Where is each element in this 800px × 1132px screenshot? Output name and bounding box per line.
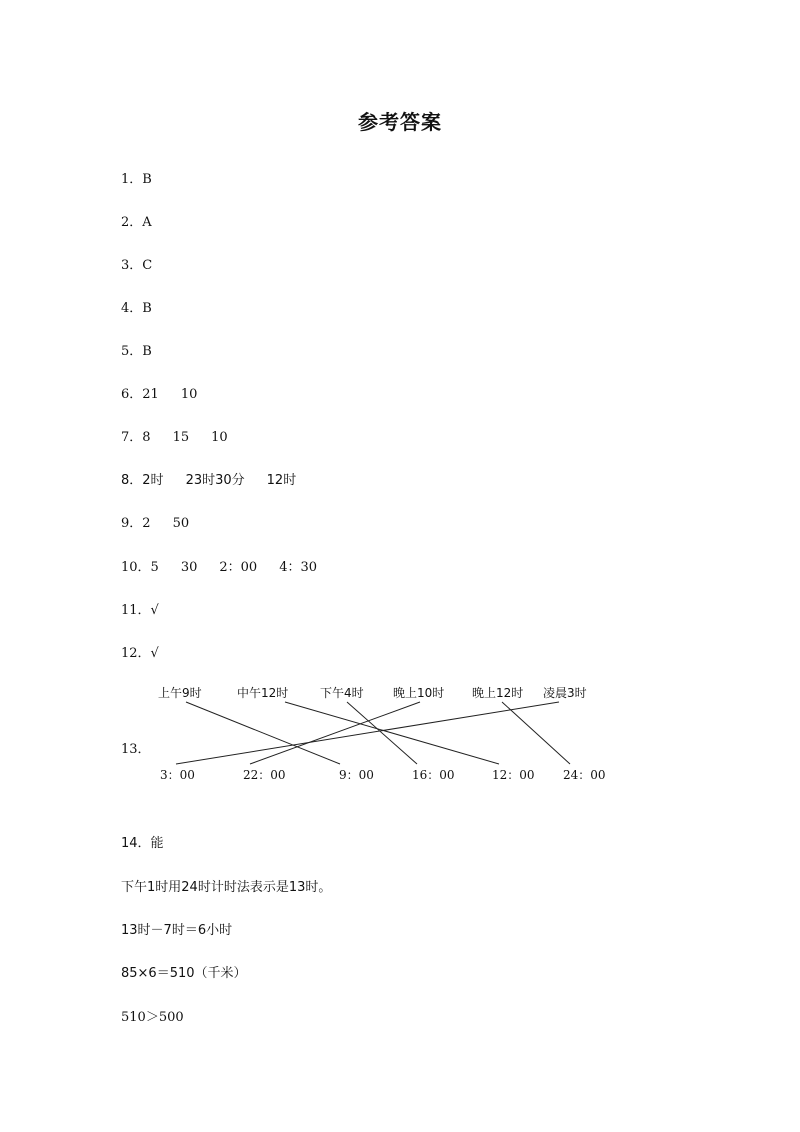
match-line (250, 702, 420, 764)
answer-10: 10．5 30 2：00 4：30 (121, 560, 318, 575)
bottom-label: 16：00 (412, 768, 455, 782)
bottom-label: 12：00 (492, 768, 535, 782)
match-line (347, 702, 417, 764)
matching-diagram (150, 680, 610, 790)
bottom-label: 22：00 (243, 768, 286, 782)
explanation-line: 下午1时用24时计时法表示是13时。 (121, 880, 332, 895)
top-label: 上午9时 (158, 686, 202, 700)
answer-11: 11．√ (121, 603, 159, 618)
bottom-label: 24：00 (563, 768, 606, 782)
explanation-line: 510＞500 (121, 1010, 184, 1025)
bottom-label: 9：00 (339, 768, 374, 782)
answer-14: 14．能 (121, 836, 164, 851)
top-label: 下午4时 (320, 686, 364, 700)
bottom-label: 3：00 (160, 768, 195, 782)
answer-6: 6．21 10 (121, 387, 198, 402)
answer-7: 7．8 15 10 (121, 430, 228, 445)
answer-13-number: 13． (121, 742, 151, 757)
top-label: 凌晨3时 (543, 686, 587, 700)
top-label: 中午12时 (237, 686, 289, 700)
explanation-line: 13时－7时＝6小时 (121, 923, 233, 938)
answer-8: 8．2时 23时30分 12时 (121, 473, 297, 488)
explanation-line: 85×6＝510（千米） (121, 966, 247, 981)
answer-4: 4．B (121, 301, 152, 316)
answer-5: 5．B (121, 344, 152, 359)
answer-12: 12．√ (121, 646, 159, 661)
match-line (176, 702, 559, 764)
match-line (502, 702, 570, 764)
top-label: 晚上10时 (393, 686, 445, 700)
answer-3: 3．C (121, 258, 153, 273)
answer-2: 2．A (121, 215, 152, 230)
page-title: 参考答案 (358, 110, 442, 134)
answer-1: 1．B (121, 172, 152, 187)
matching-lines (150, 680, 610, 790)
answer-9: 9．2 50 (121, 516, 190, 531)
top-label: 晚上12时 (472, 686, 524, 700)
